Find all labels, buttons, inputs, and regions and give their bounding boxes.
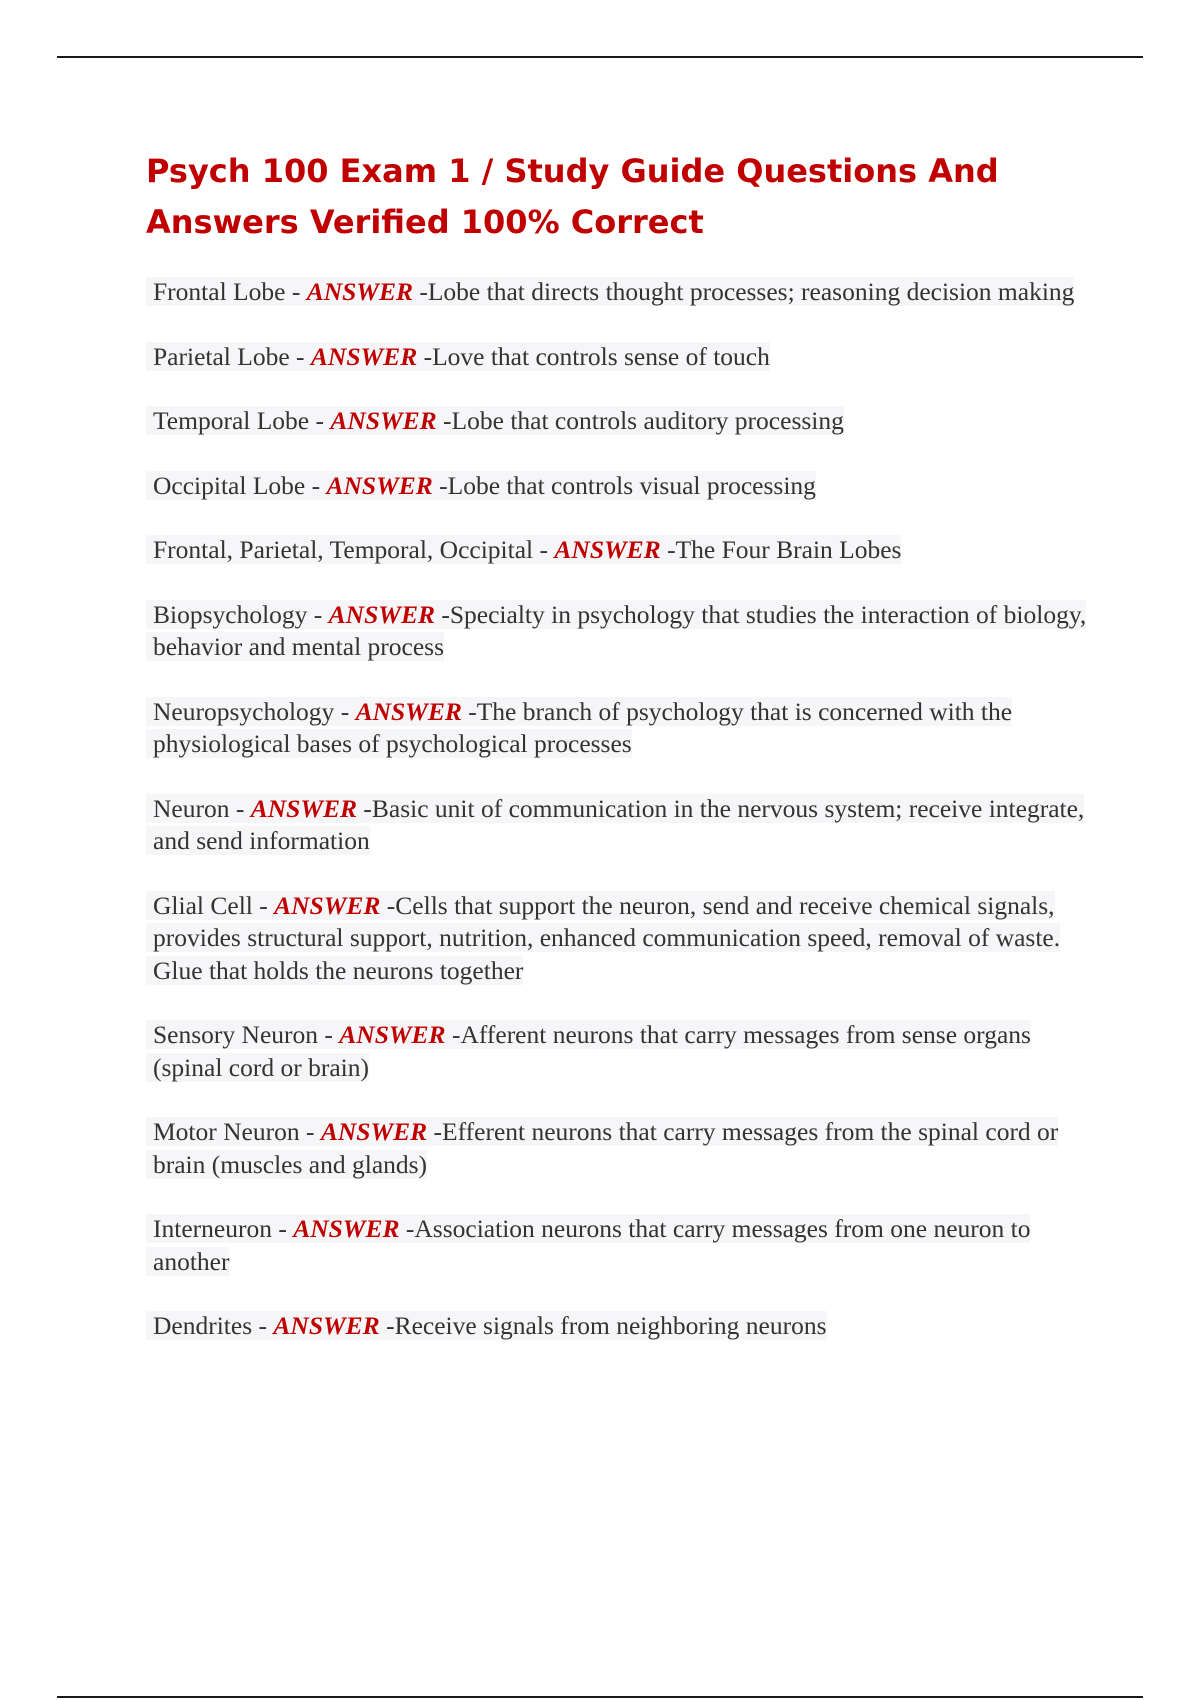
term: Sensory Neuron <box>153 1020 319 1049</box>
answer-label: ANSWER <box>339 1020 446 1049</box>
top-divider <box>57 56 1143 58</box>
qa-item: Interneuron - ANSWER -Association neurons that carry messages from one neuron to another <box>146 1213 1096 1278</box>
answer-label: ANSWER <box>310 341 418 371</box>
definition: Basic unit of communication in the nervous system; receive integrate, and send information <box>153 793 1085 855</box>
answer-label: ANSWER <box>273 1311 380 1340</box>
answer-label: ANSWER <box>554 535 661 564</box>
term: Frontal, Parietal, Temporal, Occipital <box>153 535 534 564</box>
term: Neuropsychology <box>153 696 335 726</box>
term: Parietal Lobe <box>153 341 290 371</box>
qa-list <box>146 276 1096 1343</box>
definition: Cells that support the neuron, send and receive chemical signals, provides structural support, nutrition, enhanced communication speed, removal of waste. Glue that holds the neurons together <box>153 890 1061 985</box>
document-title: Psych 100 Exam 1 / Study Guide Questions And Answers Verified 100% Correct <box>146 152 999 241</box>
qa-item: Temporal Lobe - ANSWER -Lobe that controls auditory processing <box>146 405 1096 438</box>
definition: Lobe that controls visual processing <box>447 470 816 500</box>
qa-item: Sensory Neuron - ANSWER -Afferent neurons that carry messages from sense organs (spinal cord or brain) <box>146 1019 1096 1084</box>
qa-item: Neuron - ANSWER -Basic unit of communication in the nervous system; receive integrate, and send information <box>146 793 1096 858</box>
definition: Lobe that controls auditory processing <box>451 406 844 435</box>
answer-label: ANSWER <box>306 277 413 306</box>
term: Glial Cell <box>153 890 253 920</box>
term: Dendrites <box>153 1311 253 1340</box>
term: Temporal Lobe <box>153 406 310 435</box>
definition: Specialty in psychology that studies the interaction of biology, behavior and mental process <box>153 599 1087 661</box>
qa-item: Neuropsychology - ANSWER -The branch of psychology that is concerned with the physiological bases of psychological processes <box>146 696 1096 761</box>
term: Neuron <box>153 793 230 823</box>
answer-label: ANSWER <box>250 793 358 823</box>
definition: Receive signals from neighboring neurons <box>394 1311 827 1340</box>
definition: Association neurons that carry messages from one neuron to another <box>153 1214 1031 1276</box>
qa-item: Biopsychology - ANSWER -Specialty in psychology that studies the interaction of biology, behavior and mental process <box>146 599 1096 664</box>
definition: Lobe that directs thought processes; reasoning decision making <box>427 277 1075 306</box>
document-body <box>146 146 1096 1375</box>
definition: Efferent neurons that carry messages from the spinal cord or brain (muscles and glands) <box>153 1117 1059 1179</box>
answer-label: ANSWER <box>328 599 435 629</box>
qa-item: Motor Neuron - ANSWER -Efferent neurons that carry messages from the spinal cord or brain (muscles and glands) <box>146 1116 1096 1181</box>
term: Motor Neuron <box>153 1117 300 1146</box>
qa-item: Parietal Lobe - ANSWER -Love that controls sense of touch <box>146 341 1096 374</box>
definition: Love that controls sense of touch <box>432 341 770 371</box>
answer-label: ANSWER <box>355 696 462 726</box>
qa-item: Glial Cell - ANSWER -Cells that support the neuron, send and receive chemical signals, provides structural support, nutrition, enhanced communication speed, removal of waste. Glue that holds the neurons together <box>146 890 1096 988</box>
definition: Afferent neurons that carry messages from sense organs (spinal cord or brain) <box>153 1020 1031 1082</box>
qa-item: Frontal, Parietal, Temporal, Occipital - ANSWER -The Four Brain Lobes <box>146 534 1096 567</box>
answer-label: ANSWER <box>320 1117 428 1146</box>
qa-item: Frontal Lobe - ANSWER -Lobe that directs thought processes; reasoning decision making <box>146 276 1096 309</box>
definition: The branch of psychology that is concerned with the physiological bases of psychological processes <box>153 696 1013 758</box>
qa-item: Dendrites - ANSWER -Receive signals from neighboring neurons <box>146 1310 1096 1343</box>
definition: The Four Brain Lobes <box>675 535 902 564</box>
answer-label: ANSWER <box>274 890 381 920</box>
answer-label: ANSWER <box>293 1214 400 1243</box>
bottom-divider <box>57 1696 1143 1698</box>
answer-label: ANSWER <box>330 406 437 435</box>
term: Biopsychology <box>153 599 308 629</box>
term: Frontal Lobe <box>153 277 286 306</box>
qa-item: Occipital Lobe - ANSWER -Lobe that controls visual processing <box>146 470 1096 503</box>
term: Occipital Lobe <box>153 470 306 500</box>
answer-label: ANSWER <box>326 470 433 500</box>
term: Interneuron <box>153 1214 272 1243</box>
